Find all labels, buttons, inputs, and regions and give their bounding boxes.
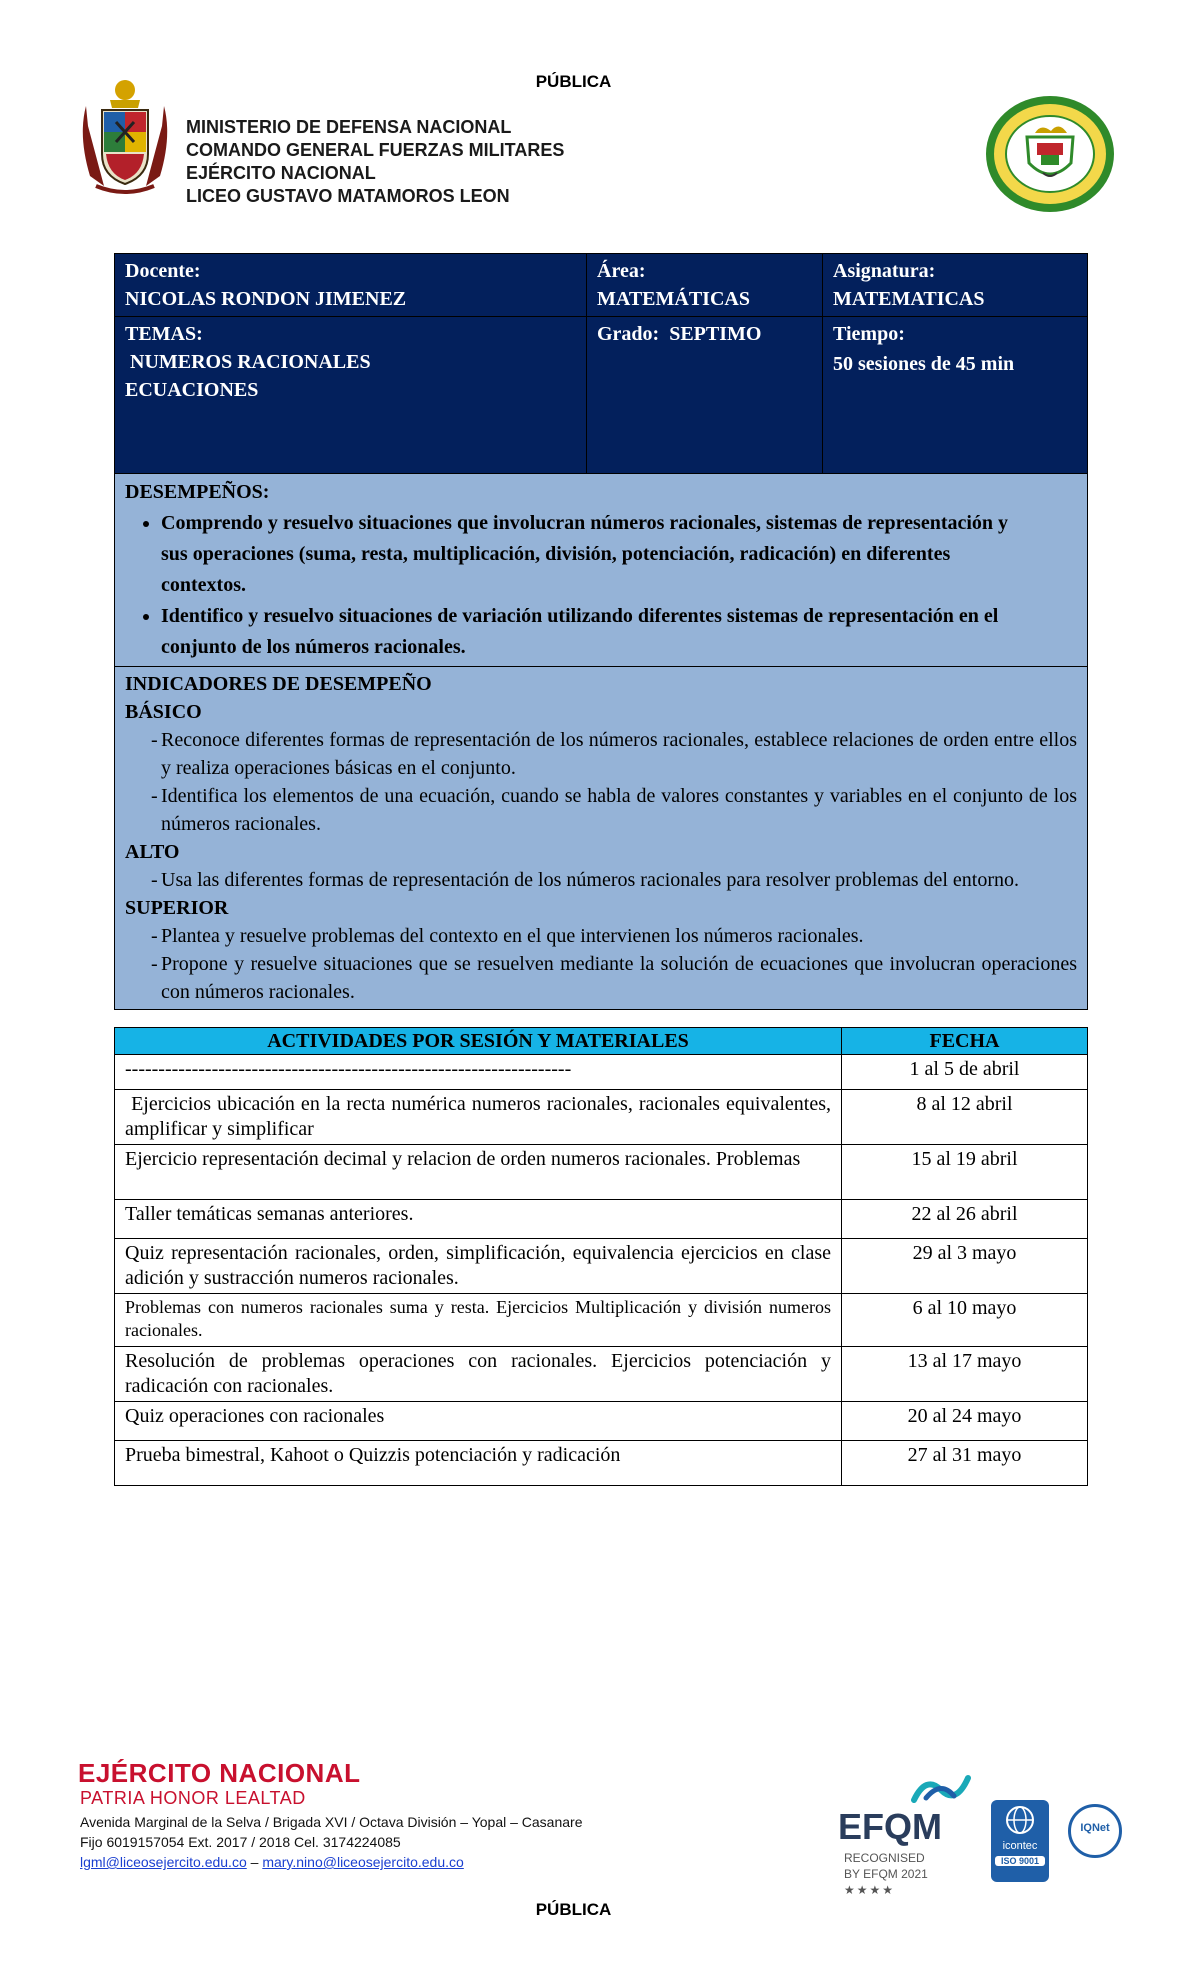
- coat-of-arms-logo: [76, 76, 174, 198]
- activity-row: [115, 1347, 1088, 1402]
- area-value: MATEMÁTICAS: [597, 288, 750, 310]
- grado-cell: [587, 317, 823, 474]
- activity-row: [115, 1200, 1088, 1239]
- footer-phone: Fijo 6019157054 Ext. 2017 / 2018 Cel. 3174224085: [80, 1834, 401, 1850]
- activity-cell: Quiz representación racionales, orden, simplificación, equivalencia ejercicios en clase adición y sustracción numeros racionales.: [115, 1239, 842, 1294]
- activity-row: [115, 1239, 1088, 1294]
- temas-label: TEMAS:: [125, 323, 203, 345]
- area-label: Área:: [597, 260, 646, 282]
- icontec-label: icontec: [1002, 1840, 1038, 1852]
- fecha-header: FECHA: [842, 1028, 1088, 1055]
- date-cell: 15 al 19 abril: [842, 1145, 1088, 1200]
- tiempo-label: Tiempo:: [833, 323, 905, 345]
- activities-header-row: [115, 1028, 1088, 1055]
- activity-row: [115, 1402, 1088, 1441]
- iqnet-label: IQNet: [1080, 1822, 1110, 1834]
- activity-row: [115, 1441, 1088, 1486]
- indicator-text: Reconoce diferentes formas de representación de los números racionales, establece relaciones de orden entre ellos y realiza operaciones básicas en el conjunto.: [161, 729, 1077, 779]
- date-cell: 29 al 3 mayo: [842, 1239, 1088, 1294]
- indicator-text: Identifica los elementos de una ecuación, cuando se habla de valores constantes y variables en el conjunto de los números racionales.: [161, 785, 1077, 835]
- footer-org: EJÉRCITO NACIONAL: [78, 1758, 361, 1788]
- activity-row: [115, 1090, 1088, 1145]
- dash-marker: -: [151, 869, 158, 891]
- tiempo-value: 50 sesiones de 45 min: [833, 353, 1015, 375]
- date-cell: 27 al 31 mayo: [842, 1441, 1088, 1486]
- date-cell: 20 al 24 mayo: [842, 1402, 1088, 1441]
- iqnet-badge: [1068, 1804, 1122, 1858]
- indicator-text: Usa las diferentes formas de representación de los números racionales para resolver problemas del entorno.: [161, 869, 1020, 891]
- activity-cell: -------------------------------------------------------------------: [115, 1055, 842, 1090]
- planning-table: [114, 253, 1088, 1010]
- area-cell: [587, 254, 823, 317]
- email-link-1[interactable]: lgml@liceosejercito.edu.co: [80, 1854, 247, 1870]
- dash-marker: -: [151, 925, 158, 947]
- footer-address: Avenida Marginal de la Selva / Brigada XVI / Octava División – Yopal – Casanare: [80, 1814, 583, 1830]
- desempeno-item: • Comprendo y resuelvo situaciones que involucran números racionales, sistemas de representación y sus operaciones (suma, resta, multiplicación, división, potenciación, radicación) en diferentes contextos.: [161, 508, 1031, 601]
- institution-header: [186, 116, 564, 208]
- efqm-sub-2: BY EFQM 2021: [844, 1867, 928, 1881]
- basico-item: [125, 782, 1077, 838]
- activities-header: ACTIVIDADES POR SESIÓN Y MATERIALES: [115, 1028, 842, 1055]
- asignatura-value: MATEMATICAS: [833, 288, 985, 310]
- iso-label: ISO 9001: [995, 1856, 1045, 1866]
- dash-marker: -: [151, 785, 158, 807]
- activity-cell: Ejercicio representación decimal y relacion de orden numeros racionales. Problemas: [115, 1145, 842, 1200]
- docente-cell: [115, 254, 587, 317]
- activity-row: [115, 1055, 1088, 1090]
- activity-cell: Taller temáticas semanas anteriores.: [115, 1200, 842, 1239]
- date-cell: 8 al 12 abril: [842, 1090, 1088, 1145]
- activity-cell: Problemas con numeros racionales suma y resta. Ejercicios Multiplicación y división numeros racionales.: [115, 1294, 842, 1347]
- grado-text: Grado: SEPTIMO: [597, 323, 762, 345]
- asignatura-cell: [823, 254, 1088, 317]
- efqm-mark-icon: [906, 1770, 976, 1810]
- indicadores-row: [115, 667, 1088, 1010]
- footer-motto: PATRIA HONOR LEALTAD: [80, 1788, 306, 1808]
- email-link-2[interactable]: mary.nino@liceosejercito.edu.co: [262, 1854, 464, 1870]
- date-cell: 13 al 17 mayo: [842, 1347, 1088, 1402]
- superior-label: SUPERIOR: [125, 897, 229, 919]
- indicadores-title: INDICADORES DE DESEMPEÑO: [125, 673, 432, 695]
- efqm-recognised: [844, 1850, 928, 1898]
- alto-label: ALTO: [125, 841, 180, 863]
- indicator-text: Propone y resuelve situaciones que se resuelven mediante la solución de ecuaciones que involucran operaciones con números racionales.: [161, 953, 1077, 1003]
- activity-cell: Resolución de problemas operaciones con racionales. Ejercicios potenciación y radicación con racionales.: [115, 1347, 842, 1402]
- indicadores-cell: [115, 667, 1088, 1010]
- email-separator: –: [246, 1854, 263, 1870]
- dash-marker: -: [151, 953, 158, 975]
- basico-item: [125, 726, 1077, 782]
- desempenos-cell: [115, 474, 1088, 667]
- alto-item: [125, 866, 1077, 894]
- desempenos-title: DESEMPEÑOS:: [125, 481, 270, 503]
- school-seal-logo: [983, 93, 1117, 215]
- efqm-sub-1: RECOGNISED: [844, 1851, 925, 1865]
- institution-line-1: MINISTERIO DE DEFENSA NACIONAL: [186, 117, 512, 137]
- info-row-2: [115, 317, 1088, 474]
- activity-cell: Ejercicios ubicación en la recta numérica numeros racionales, racionales equivalentes, amplificar y simplificar: [115, 1090, 842, 1145]
- icontec-badge: [991, 1800, 1049, 1882]
- indicator-text: Plantea y resuelve problemas del contexto en el que intervienen los números racionales.: [161, 925, 864, 947]
- activity-row: [115, 1294, 1088, 1347]
- docente-value: NICOLAS RONDON JIMENEZ: [125, 288, 407, 310]
- docente-label: Docente:: [125, 260, 201, 282]
- efqm-stars: ★★★★: [844, 1883, 896, 1897]
- classification-bottom: PÚBLICA: [535, 1900, 612, 1919]
- temas-cell: [115, 317, 587, 474]
- superior-item: [125, 950, 1077, 1006]
- date-cell: 22 al 26 abril: [842, 1200, 1088, 1239]
- desempeno-item: • Identifico y resuelvo situaciones de variación utilizando diferentes sistemas de representación en el conjunto de los números racionales.: [161, 601, 1031, 663]
- desempenos-list: [125, 508, 1031, 663]
- efqm-logo: EFQM: [838, 1806, 942, 1847]
- date-cell: 6 al 10 mayo: [842, 1294, 1088, 1347]
- temas-line-1: NUMEROS RACIONALES: [125, 351, 371, 373]
- footer-emails: [80, 1852, 464, 1872]
- activity-row: [115, 1145, 1088, 1200]
- activities-table: [114, 1027, 1088, 1486]
- desempenos-row: [115, 474, 1088, 667]
- tiempo-cell: [823, 317, 1088, 474]
- institution-line-4: LICEO GUSTAVO MATAMOROS LEON: [186, 186, 510, 206]
- dash-marker: -: [151, 729, 158, 751]
- institution-line-3: EJÉRCITO NACIONAL: [186, 163, 376, 183]
- asignatura-label: Asignatura:: [833, 260, 936, 282]
- date-cell: 1 al 5 de abril: [842, 1055, 1088, 1090]
- classification-top: PÚBLICA: [535, 72, 612, 91]
- superior-item: [125, 922, 1077, 950]
- activity-cell: Prueba bimestral, Kahoot o Quizzis potenciación y radicación: [115, 1441, 842, 1486]
- institution-line-2: COMANDO GENERAL FUERZAS MILITARES: [186, 140, 565, 160]
- activity-cell: Quiz operaciones con racionales: [115, 1402, 842, 1441]
- basico-label: BÁSICO: [125, 701, 202, 723]
- temas-line-2: ECUACIONES: [125, 379, 259, 401]
- icontec-globe-icon: [991, 1800, 1049, 1840]
- info-row-1: [115, 254, 1088, 317]
